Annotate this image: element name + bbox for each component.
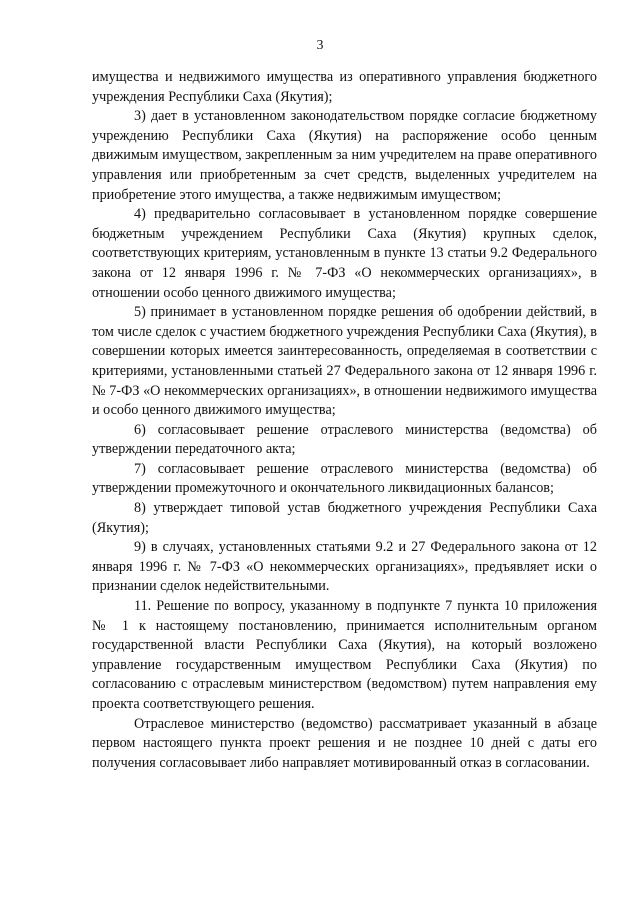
paragraph-continuation: имущества и недвижимого имущества из оперативного управления бюджетного учреждения Республики Саха (Якутия); bbox=[92, 69, 597, 105]
paragraph-item-6: 6) согласовывает решение отраслевого министерства (ведомства) об утверждении передаточного акта; bbox=[92, 421, 597, 458]
paragraph-item-7: 7) согласовывает решение отраслевого министерства (ведомства) об утверждении промежуточного и окончательного ликвидационных балансов; bbox=[92, 460, 597, 497]
paragraph-clause-11-second: Отраслевое министерство (ведомство) рассматривает указанный в абзаце первом настоящего пункта проект решения и не позднее 10 дней с даты его получения согласовывает либо направляет мотивированный отказ в согласовании. bbox=[92, 715, 597, 771]
paragraph-item-9: 9) в случаях, установленных статьями 9.2 и 27 Федерального закона от 12 января 1996 г. № 7-ФЗ «О некоммерческих организациях», предъявляет иски о признании сделок недействительными. bbox=[92, 539, 597, 595]
page-number: 3 bbox=[316, 38, 324, 53]
paragraph-item-5: 5) принимает в установленном порядке решения об одобрении действий, в том числе сделок с участием бюджетного учреждения Республики Саха (Якутия), в совершении которых имеется заинтересованность, определяемая в соответствии с критериями, установленными статьей 27 Федерального закона от 12 января 1996 г. № 7-ФЗ «О некоммерческих организациях», в отношении недвижимого имущества и особо ценного движимого имущества; bbox=[92, 304, 597, 419]
document-body bbox=[92, 68, 597, 773]
paragraph-item-8: 8) утверждает типовой устав бюджетного учреждения Республики Саха (Якутия); bbox=[92, 500, 597, 536]
paragraph-item-4: 4) предварительно согласовывает в установленном порядке совершение бюджетным учреждением Республики Саха (Якутия) крупных сделок, соответствующих критериям, установленным в пункте 13 статьи 9.2 Федерального закона от 12 января 1996 г. № 7-ФЗ «О некоммерческих организациях», в отношении особо ценного движимого имущества; bbox=[92, 206, 597, 301]
paragraph-item-3: 3) дает в установленном законодательством порядке согласие бюджетному учреждению Республики Саха (Якутия) на распоряжение особо ценным движимым имуществом, закрепленным за ним учредителем на праве оперативного управления или приобретенным за счет средств, выделенных учредителем на приобретение этого имущества, а также недвижимым имуществом; bbox=[92, 108, 597, 203]
paragraph-clause-11: 11. Решение по вопросу, указанному в подпункте 7 пункта 10 приложения № 1 к настоящему постановлению, принимается исполнительным органом государственной власти Республики Саха (Якутия), на который возложено управление государственным имуществом Республики Саха (Якутия) по согласованию с отраслевым министерством (ведомством) путем направления ему проекта соответствующего решения. bbox=[92, 598, 597, 712]
